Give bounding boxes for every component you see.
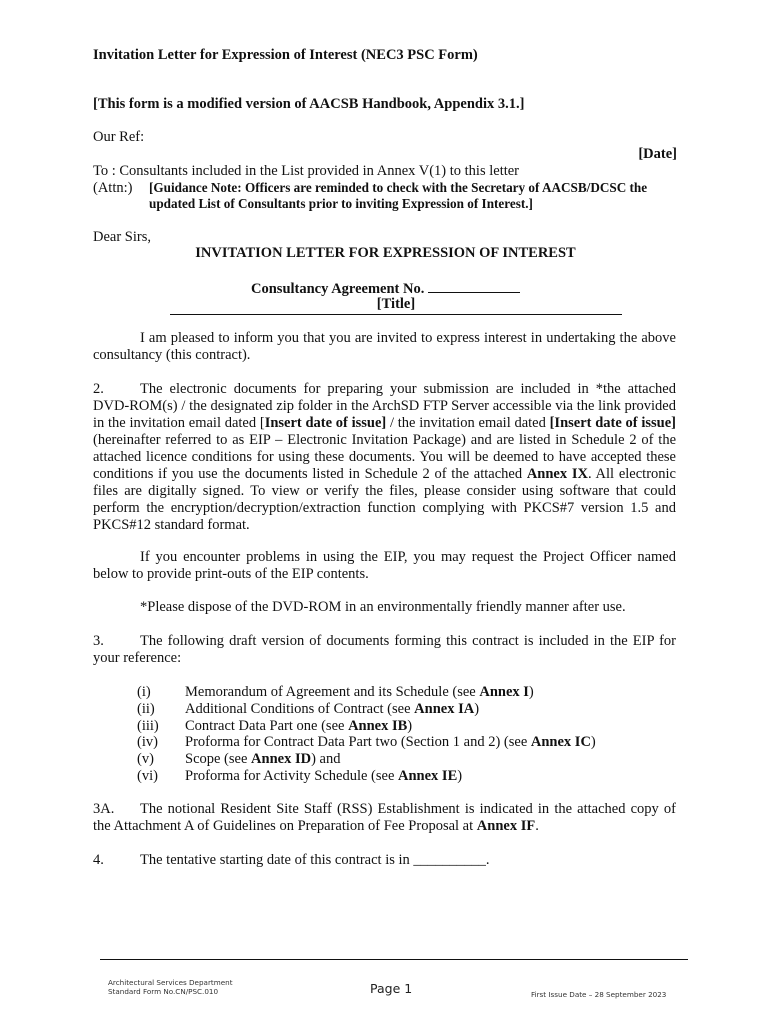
item-number: (ii) — [137, 700, 155, 717]
paragraph-2-dispose: *Please dispose of the DVD-ROM in an environmentally friendly manner after use. — [140, 599, 626, 615]
paragraph-text: (hereinafter referred to as EIP – Electronic Invitation Package) and are listed in Schedule 2 of the attached licence conditions for using these documents. You will be deemed to have accepted these conditions if you use the documents listed in Schedule 2 of the attached — [93, 432, 676, 482]
guidance-note: [Guidance Note: Officers are reminded to check with the Secretary of AACSB/DCSC the updated List of Consultants prior to inviting Expression of Interest.] — [149, 180, 648, 211]
item-text: Memorandum of Agreement and its Schedule (see — [185, 684, 480, 700]
annex-reference: Annex IE — [398, 767, 458, 784]
footer-divider — [100, 959, 688, 960]
list-item — [137, 684, 596, 701]
bold-text: [Insert date of issue] — [549, 415, 676, 431]
paragraph-number: 3A. — [93, 801, 115, 817]
item-end: ) — [457, 767, 463, 784]
annex-reference: Annex ID — [251, 751, 312, 768]
paragraph-number: 3. — [93, 633, 104, 649]
item-end: ) — [528, 684, 534, 700]
title-placeholder: [Title] — [170, 296, 622, 315]
paragraph-text: . — [485, 852, 490, 868]
item-text: Additional Conditions of Contract (see — [185, 700, 415, 717]
paragraph-text: The notional Resident Site Staff (RSS) Establishment is indicated in the attached copy of the Attachment A of Guidelines on Preparation of Fee Proposal at — [93, 801, 676, 834]
letter-subject: INVITATION LETTER FOR EXPRESSION OF INTEREST — [195, 245, 576, 261]
paragraph-text: The following draft version of documents forming this contract is included in the EIP for your reference: — [93, 633, 676, 666]
form-title: Invitation Letter for Expression of Interest (NEC3 PSC Form) — [93, 47, 478, 63]
item-end: ) and — [311, 751, 341, 768]
attn-label: (Attn:) — [93, 180, 133, 196]
date-placeholder: [Date] — [638, 146, 677, 162]
annex-reference: Annex IF — [476, 818, 536, 834]
our-ref: Our Ref: — [93, 129, 145, 145]
agreement-number-blank — [428, 279, 520, 293]
paragraph-text: The electronic documents for preparing your submission are included in *the attached DVD-ROM(s) / the designated zip folder in the ArchSD FTP Server accessible via the link provided in the invitation email dated [ — [93, 381, 676, 431]
annex-reference: Annex I — [479, 684, 529, 700]
list-item — [137, 768, 596, 785]
footer-department — [108, 978, 233, 996]
annex-reference: Annex IC — [530, 734, 591, 751]
agreement-label: Consultancy Agreement No. — [251, 281, 425, 297]
item-end: ) — [474, 700, 480, 717]
annex-reference: Annex IB — [348, 717, 408, 734]
paragraph-1: I am pleased to inform you that you are invited to express interest in undertaking the above consultancy (this contract). — [93, 330, 676, 363]
item-number: (i) — [137, 684, 151, 700]
item-text: Scope (see — [185, 751, 252, 768]
item-end: ) — [590, 734, 596, 751]
start-date-blank: __________ — [413, 852, 486, 868]
item-end: ) — [407, 717, 413, 734]
bold-text: Insert date of issue] — [264, 415, 387, 431]
paragraph-text: . All electronic files are digitally signed. To view or verify the files, please consider using software that could perform the encryption/decryption/extraction function complying with PKCS#7 version 1.5 and PKCS#12 standard format. — [93, 466, 676, 533]
paragraph-2-eip: If you encounter problems in using the EIP, you may request the Project Officer named below to provide print-outs of the EIP contents. — [93, 549, 676, 582]
item-number: (iii) — [137, 717, 159, 734]
item-number: (vi) — [137, 767, 158, 784]
addressee: To : Consultants included in the List provided in Annex V(1) to this letter — [93, 163, 520, 179]
issue-date: First Issue Date – 28 September 2023 — [531, 990, 667, 999]
paragraph-4 — [93, 852, 676, 869]
annex-reference: Annex IX — [526, 466, 588, 482]
paragraph-number: 2. — [93, 381, 104, 397]
list-item — [137, 718, 596, 735]
list-item — [137, 751, 596, 768]
salutation: Dear Sirs, — [93, 229, 151, 245]
paragraph-3a — [93, 801, 676, 835]
annex-reference: Annex IA — [414, 700, 475, 717]
paragraph-text: The tentative starting date of this contract is in — [140, 852, 414, 868]
form-note: [This form is a modified version of AACSB Handbook, Appendix 3.1.] — [93, 96, 525, 112]
paragraph-text: . — [535, 818, 539, 834]
list-item — [137, 701, 596, 718]
item-text: Proforma for Activity Schedule (see — [185, 767, 399, 784]
document-list — [137, 684, 596, 785]
item-number: (iv) — [137, 734, 158, 751]
paragraph-number: 4. — [93, 852, 104, 868]
form-number: Standard Form No.CN/PSC.010 — [108, 987, 219, 996]
page-number: Page 1 — [370, 981, 413, 996]
paragraph-text: / the invitation email dated — [386, 415, 550, 431]
paragraph-3 — [93, 633, 676, 667]
item-text: Contract Data Part one (see — [185, 717, 349, 734]
list-item — [137, 734, 596, 751]
item-text: Proforma for Contract Data Part two (Section 1 and 2) (see — [185, 734, 531, 751]
item-number: (v) — [137, 751, 154, 768]
paragraph-2 — [93, 381, 676, 534]
department-name: Architectural Services Department — [108, 978, 233, 987]
